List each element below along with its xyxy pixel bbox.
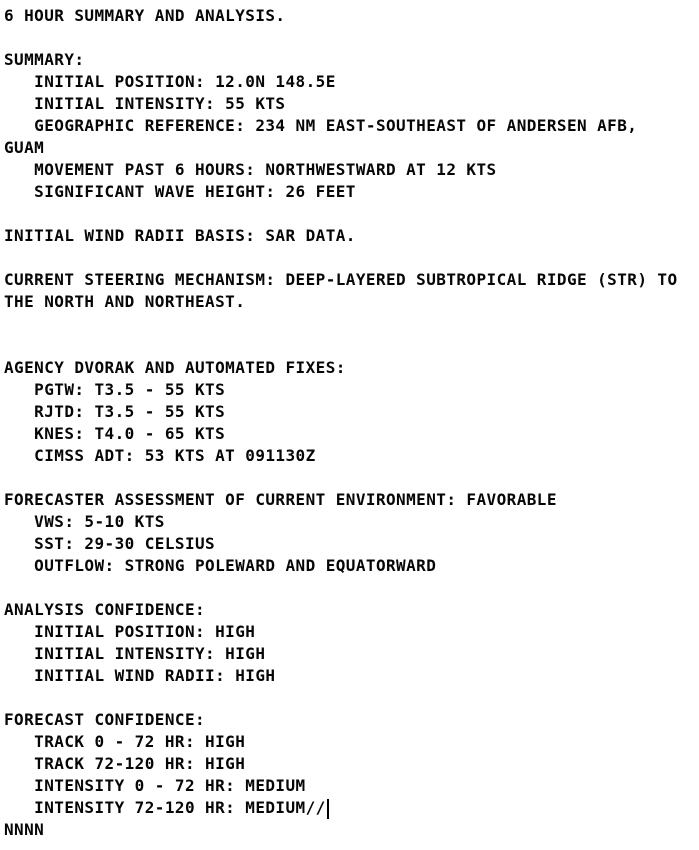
text-line[interactable]: INITIAL POSITION: HIGH: [4, 622, 256, 641]
text-line[interactable]: GUAM: [4, 138, 45, 157]
text-line[interactable]: [4, 313, 699, 335]
text-line[interactable]: SUMMARY:: [4, 50, 85, 69]
text-line[interactable]: 6 HOUR SUMMARY AND ANALYSIS.: [4, 6, 286, 25]
text-line[interactable]: [4, 687, 699, 709]
text-line[interactable]: PGTW: T3.5 - 55 KTS: [4, 380, 226, 399]
text-line[interactable]: [4, 247, 699, 269]
text-line[interactable]: INTENSITY 0 - 72 HR: MEDIUM: [4, 776, 306, 795]
text-line[interactable]: RJTD: T3.5 - 55 KTS: [4, 402, 226, 421]
text-line[interactable]: INITIAL INTENSITY: HIGH: [4, 644, 266, 663]
text-line[interactable]: [4, 467, 699, 489]
text-line[interactable]: INTENSITY 72-120 HR: MEDIUM//: [4, 797, 699, 819]
text-line[interactable]: NNNN: [4, 820, 45, 839]
text-line[interactable]: OUTFLOW: STRONG POLEWARD AND EQUATORWARD: [4, 556, 437, 575]
text-line[interactable]: ANALYSIS CONFIDENCE:: [4, 600, 206, 619]
text-line[interactable]: THE NORTH AND NORTHEAST.: [4, 292, 246, 311]
text-line[interactable]: GEOGRAPHIC REFERENCE: 234 NM EAST-SOUTHEAST OF ANDERSEN AFB,: [4, 116, 638, 135]
text-line[interactable]: AGENCY DVORAK AND AUTOMATED FIXES:: [4, 358, 346, 377]
text-line[interactable]: [4, 203, 699, 225]
text-line[interactable]: CIMSS ADT: 53 KTS AT 091130Z: [4, 446, 316, 465]
text-line[interactable]: SIGNIFICANT WAVE HEIGHT: 26 FEET: [4, 182, 356, 201]
text-line[interactable]: INITIAL WIND RADII: HIGH: [4, 666, 276, 685]
text-line[interactable]: INITIAL INTENSITY: 55 KTS: [4, 94, 286, 113]
text-line[interactable]: [4, 335, 699, 357]
text-line[interactable]: [4, 27, 699, 49]
text-cursor: [327, 799, 329, 819]
text-line[interactable]: MOVEMENT PAST 6 HOURS: NORTHWESTWARD AT 12 KTS: [4, 160, 497, 179]
text-line[interactable]: VWS: 5-10 KTS: [4, 512, 165, 531]
text-line[interactable]: FORECASTER ASSESSMENT OF CURRENT ENVIRONMENT: FAVORABLE: [4, 490, 557, 509]
text-line[interactable]: KNES: T4.0 - 65 KTS: [4, 424, 226, 443]
text-line[interactable]: FORECAST CONFIDENCE:: [4, 710, 206, 729]
text-line[interactable]: [4, 577, 699, 599]
text-line[interactable]: TRACK 72-120 HR: HIGH: [4, 754, 246, 773]
text-line[interactable]: SST: 29-30 CELSIUS: [4, 534, 216, 553]
text-line[interactable]: CURRENT STEERING MECHANISM: DEEP-LAYERED SUBTROPICAL RIDGE (STR) TO: [4, 270, 678, 289]
text-line[interactable]: INITIAL POSITION: 12.0N 148.5E: [4, 72, 336, 91]
text-line[interactable]: TRACK 0 - 72 HR: HIGH: [4, 732, 246, 751]
text-line[interactable]: INITIAL WIND RADII BASIS: SAR DATA.: [4, 226, 356, 245]
